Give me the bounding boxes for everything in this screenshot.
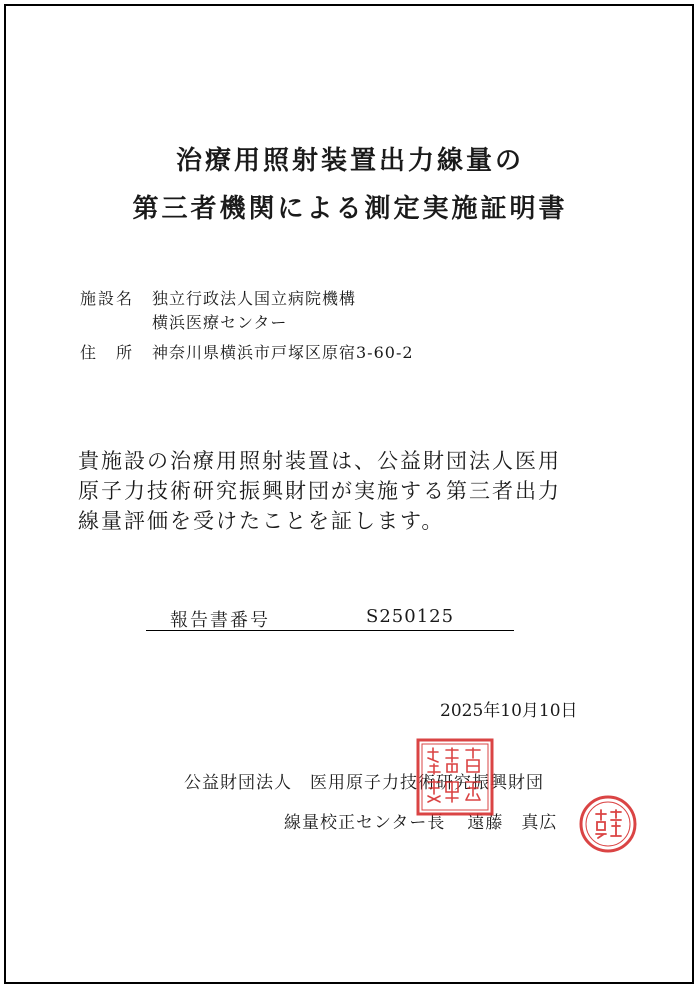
issuer-organization: 公益財団法人 医用原子力技術研究振興財団: [184, 773, 544, 793]
report-number-value: S250125: [366, 606, 455, 627]
report-underline: [146, 630, 514, 631]
address-label: 住 所: [80, 343, 135, 362]
certification-statement: [78, 446, 638, 536]
statement-line1: 貴施設の治療用照射装置は、公益財団法人医用: [78, 449, 561, 473]
certificate-title-line1: 治療用照射装置出力線量の: [175, 146, 524, 176]
facility-label: 施設名: [80, 289, 135, 308]
statement-line3: 線量評価を受けたことを証します。: [78, 509, 445, 533]
issue-date: 2025年10月10日: [440, 701, 578, 721]
statement-line2: 原子力技術研究振興財団が実施する第三者出力: [78, 479, 561, 503]
organization-seal-icon: [416, 738, 494, 816]
report-number-label: 報告書番号: [170, 610, 270, 631]
address-value: 神奈川県横浜市戸塚区原宿3-60-2: [152, 343, 414, 362]
issuer-name: 遠藤 真広: [467, 813, 558, 833]
certificate-title-line2: 第三者機関による測定実施証明書: [132, 194, 568, 224]
facility-name-line2: 横浜医療センター: [152, 313, 288, 332]
personal-seal-icon: [578, 794, 638, 854]
issuer-title: 線量校正センター長: [284, 813, 446, 833]
facility-name-line1: 独立行政法人国立病院機構: [152, 289, 357, 308]
